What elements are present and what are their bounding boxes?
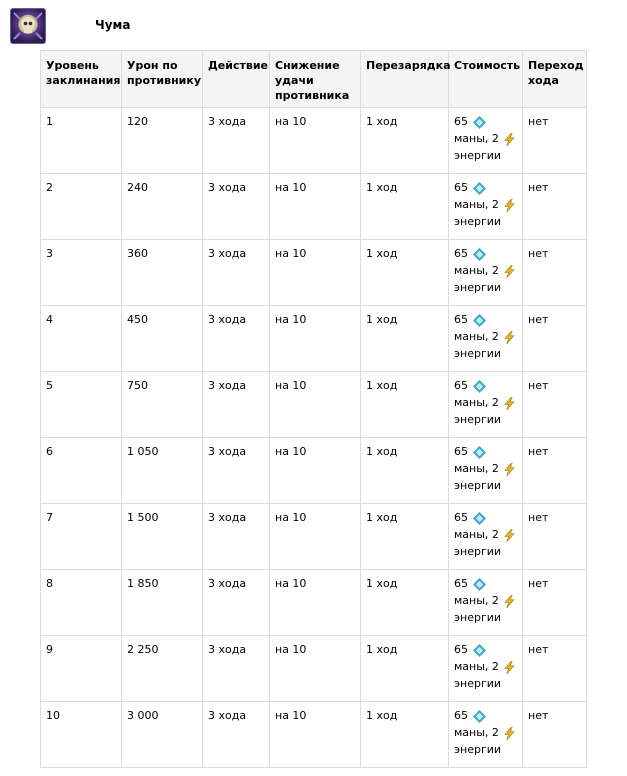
cell-damage: 2 250: [122, 636, 203, 702]
header-level: Уровень заклинания: [41, 51, 122, 108]
cell-damage: 750: [122, 372, 203, 438]
cell-cooldown: 1 ход: [361, 372, 449, 438]
cost-mana-label: маны, 2: [454, 132, 499, 145]
header-duration: Действие: [203, 51, 270, 108]
mana-crystal-icon: [473, 380, 486, 393]
energy-lightning-icon: [503, 133, 516, 146]
mana-crystal-icon: [473, 512, 486, 525]
cost-energy-label: энергии: [454, 611, 502, 624]
spell-levels-table: [40, 50, 587, 768]
cell-cooldown: 1 ход: [361, 240, 449, 306]
cell-level: 5: [41, 372, 122, 438]
cell-cooldown: 1 ход: [361, 306, 449, 372]
cell-turn: нет: [523, 372, 587, 438]
cell-cost: [449, 702, 523, 768]
cell-duration: 3 хода: [203, 372, 270, 438]
cell-turn: нет: [523, 174, 587, 240]
cost-mana-label: маны, 2: [454, 594, 499, 607]
cost-mana-label: маны, 2: [454, 660, 499, 673]
cell-cooldown: 1 ход: [361, 108, 449, 174]
cell-level: 1: [41, 108, 122, 174]
cell-turn: нет: [523, 108, 587, 174]
cost-energy-label: энергии: [454, 149, 502, 162]
cell-level: 6: [41, 438, 122, 504]
table-row: [41, 306, 587, 372]
header-damage: Урон по противнику: [122, 51, 203, 108]
cell-turn: нет: [523, 504, 587, 570]
cost-mana-amount: 65: [454, 181, 468, 194]
cost-energy-label: энергии: [454, 347, 502, 360]
cell-luck: на 10: [270, 570, 361, 636]
plague-skull-icon: [10, 8, 46, 44]
cell-cooldown: 1 ход: [361, 636, 449, 702]
cost-energy-label: энергии: [454, 677, 502, 690]
cost-mana-label: маны, 2: [454, 396, 499, 409]
cost-energy-label: энергии: [454, 743, 502, 756]
table-row: [41, 438, 587, 504]
cell-damage: 450: [122, 306, 203, 372]
cost-mana-label: маны, 2: [454, 462, 499, 475]
cost-energy-label: энергии: [454, 545, 502, 558]
cost-mana-label: маны, 2: [454, 528, 499, 541]
cost-mana-amount: 65: [454, 511, 468, 524]
mana-crystal-icon: [473, 182, 486, 195]
table-row: [41, 570, 587, 636]
cell-cooldown: 1 ход: [361, 570, 449, 636]
cell-level: 8: [41, 570, 122, 636]
cell-cooldown: 1 ход: [361, 438, 449, 504]
cost-mana-amount: 65: [454, 379, 468, 392]
table-row: [41, 108, 587, 174]
cell-turn: нет: [523, 570, 587, 636]
cell-luck: на 10: [270, 702, 361, 768]
cell-duration: 3 хода: [203, 240, 270, 306]
cell-duration: 3 хода: [203, 702, 270, 768]
cell-cost: [449, 108, 523, 174]
energy-lightning-icon: [503, 595, 516, 608]
cell-damage: 1 500: [122, 504, 203, 570]
table-row: [41, 504, 587, 570]
cost-energy-label: энергии: [454, 215, 502, 228]
mana-crystal-icon: [473, 578, 486, 591]
cell-turn: нет: [523, 438, 587, 504]
cell-turn: нет: [523, 702, 587, 768]
mana-crystal-icon: [473, 248, 486, 261]
cell-cooldown: 1 ход: [361, 504, 449, 570]
cost-energy-label: энергии: [454, 479, 502, 492]
energy-lightning-icon: [503, 463, 516, 476]
cell-luck: на 10: [270, 438, 361, 504]
cost-mana-amount: 65: [454, 313, 468, 326]
cell-duration: 3 хода: [203, 174, 270, 240]
cell-damage: 1 850: [122, 570, 203, 636]
cost-mana-amount: 65: [454, 247, 468, 260]
header-cooldown: Перезарядка: [361, 51, 449, 108]
spell-title: Чума: [95, 18, 131, 32]
cell-damage: 240: [122, 174, 203, 240]
cell-cooldown: 1 ход: [361, 174, 449, 240]
cell-duration: 3 хода: [203, 636, 270, 702]
cell-turn: нет: [523, 240, 587, 306]
cell-luck: на 10: [270, 174, 361, 240]
energy-lightning-icon: [503, 265, 516, 278]
table-row: [41, 240, 587, 306]
cost-mana-label: маны, 2: [454, 198, 499, 211]
cell-duration: 3 хода: [203, 570, 270, 636]
cell-luck: на 10: [270, 636, 361, 702]
cell-cost: [449, 438, 523, 504]
cost-mana-label: маны, 2: [454, 726, 499, 739]
table-header-row: [41, 51, 587, 108]
header-cost: Стоимость: [449, 51, 523, 108]
energy-lightning-icon: [503, 199, 516, 212]
energy-lightning-icon: [503, 727, 516, 740]
cost-mana-amount: 65: [454, 709, 468, 722]
cell-cost: [449, 636, 523, 702]
cell-duration: 3 хода: [203, 504, 270, 570]
cell-damage: 360: [122, 240, 203, 306]
cell-cost: [449, 306, 523, 372]
cell-level: 3: [41, 240, 122, 306]
cost-energy-label: энергии: [454, 413, 502, 426]
cost-mana-amount: 65: [454, 643, 468, 656]
energy-lightning-icon: [503, 397, 516, 410]
table-row: [41, 372, 587, 438]
cell-cost: [449, 372, 523, 438]
header-turn: Переход хода: [523, 51, 587, 108]
cell-cost: [449, 174, 523, 240]
cell-duration: 3 хода: [203, 438, 270, 504]
cell-level: 10: [41, 702, 122, 768]
cell-cost: [449, 240, 523, 306]
cell-turn: нет: [523, 636, 587, 702]
cell-duration: 3 хода: [203, 306, 270, 372]
energy-lightning-icon: [503, 661, 516, 674]
cost-energy-label: энергии: [454, 281, 502, 294]
cell-cost: [449, 570, 523, 636]
mana-crystal-icon: [473, 314, 486, 327]
cell-damage: 3 000: [122, 702, 203, 768]
cell-cooldown: 1 ход: [361, 702, 449, 768]
cost-mana-amount: 65: [454, 577, 468, 590]
table-row: [41, 636, 587, 702]
mana-crystal-icon: [473, 644, 486, 657]
cell-level: 4: [41, 306, 122, 372]
cost-mana-amount: 65: [454, 115, 468, 128]
cell-level: 2: [41, 174, 122, 240]
cost-mana-label: маны, 2: [454, 330, 499, 343]
energy-lightning-icon: [503, 529, 516, 542]
mana-crystal-icon: [473, 116, 486, 129]
table-row: [41, 702, 587, 768]
cell-duration: 3 хода: [203, 108, 270, 174]
table-row: [41, 174, 587, 240]
cell-level: 7: [41, 504, 122, 570]
cell-luck: на 10: [270, 372, 361, 438]
cell-damage: 120: [122, 108, 203, 174]
cell-level: 9: [41, 636, 122, 702]
cost-mana-label: маны, 2: [454, 264, 499, 277]
cell-damage: 1 050: [122, 438, 203, 504]
cell-luck: на 10: [270, 108, 361, 174]
mana-crystal-icon: [473, 446, 486, 459]
cell-cost: [449, 504, 523, 570]
header-luck: Снижение удачи противника: [270, 51, 361, 108]
cell-luck: на 10: [270, 240, 361, 306]
energy-lightning-icon: [503, 331, 516, 344]
cell-turn: нет: [523, 306, 587, 372]
cell-luck: на 10: [270, 306, 361, 372]
mana-crystal-icon: [473, 710, 486, 723]
cell-luck: на 10: [270, 504, 361, 570]
cost-mana-amount: 65: [454, 445, 468, 458]
